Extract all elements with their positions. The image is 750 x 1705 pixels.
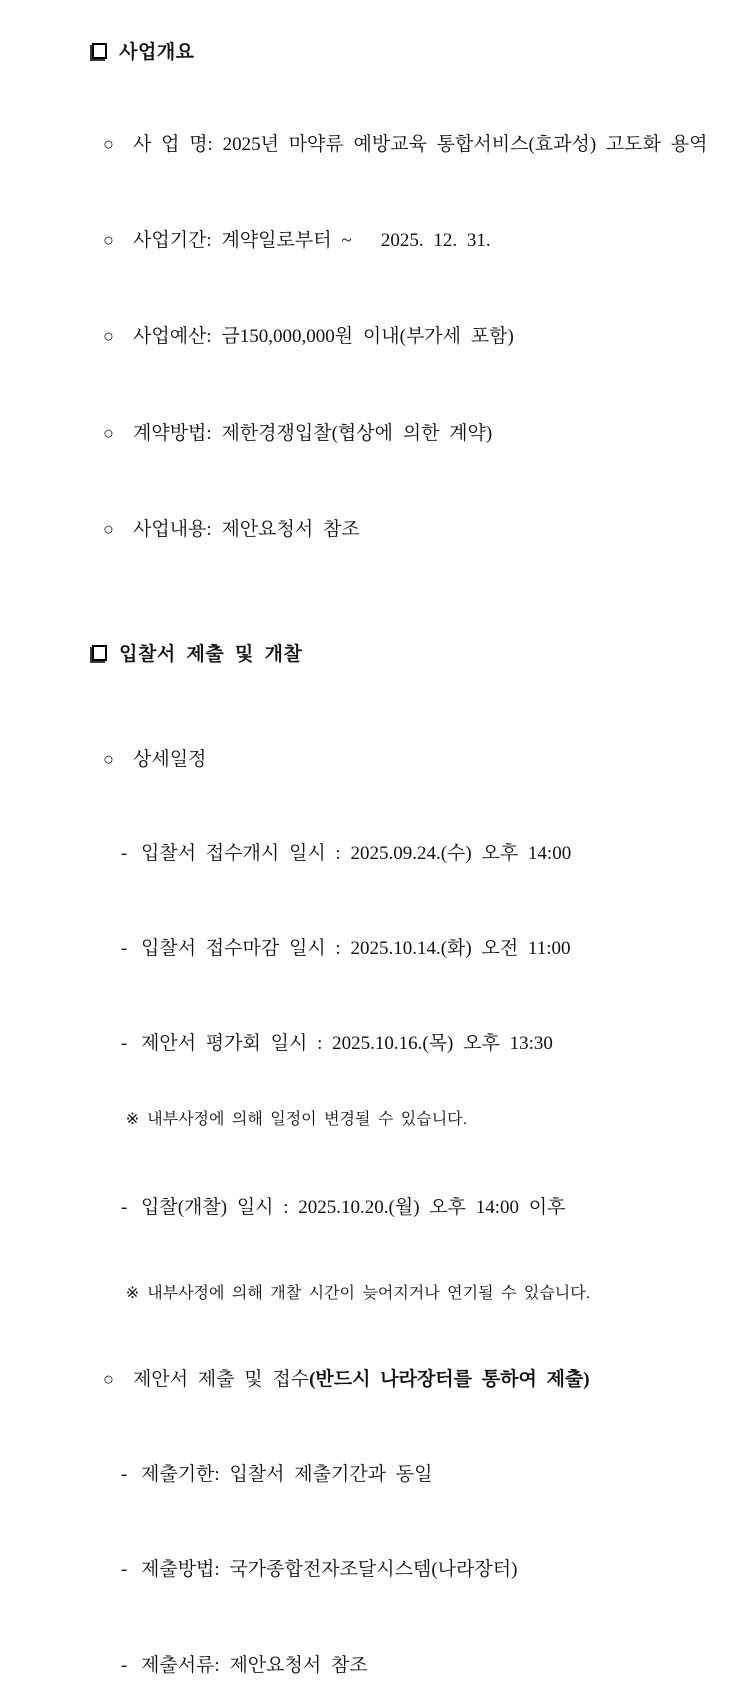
note-text: 내부사정에 의해 일정이 변경될 수 있습니다. — [147, 1111, 468, 1128]
item-text: 사 업 명: 2025년 마약류 예방교육 통합서비스(효과성) 고도화 용역 — [133, 134, 708, 155]
subitem-submission-method — [0, 1531, 750, 1609]
item-text: 계약방법: 제한경쟁입찰(협상에 의한 계약) — [133, 423, 493, 444]
note-text: 내부사정에 의해 개찰 시간이 늦어지거나 연기될 수 있습니다. — [147, 1285, 591, 1302]
subitem-submission-deadline — [0, 1436, 750, 1514]
circle-bullet-icon: ○ — [103, 423, 114, 443]
dash-bullet-icon: - — [121, 1655, 128, 1676]
note-schedule-change — [0, 1087, 750, 1153]
heading-business-overview — [0, 14, 750, 92]
subitem-bid-opening-datetime — [0, 1169, 750, 1247]
subitem-text: 제안서 평가회 일시 : 2025.10.16.(목) 오후 13:30 — [141, 1033, 553, 1054]
circle-bullet-icon: ○ — [103, 519, 114, 539]
subitem-bid-close-datetime — [0, 910, 750, 988]
item-project-name — [0, 105, 750, 184]
item-text: 사업내용: 제안요청서 참조 — [133, 519, 360, 540]
note-marker-icon: ※ — [125, 1111, 140, 1128]
dash-bullet-icon: - — [121, 1197, 128, 1218]
item-detail-schedule — [0, 720, 750, 799]
dash-bullet-icon: - — [121, 1559, 128, 1580]
subitem-text: 제출방법: 국가종합전자조달시스템(나라장터) — [141, 1559, 518, 1580]
item-text-bold: (반드시 나라장터를 통하여 제출) — [309, 1369, 590, 1390]
heading-bid-submission — [0, 616, 750, 694]
subitem-bid-open-datetime — [0, 815, 750, 893]
square-bullet-icon — [92, 43, 107, 59]
dash-bullet-icon: - — [121, 938, 128, 959]
item-contract-method — [0, 394, 750, 473]
dash-bullet-icon: - — [121, 1033, 128, 1054]
subitem-text: 제출기한: 입찰서 제출기간과 동일 — [141, 1464, 433, 1485]
item-project-budget — [0, 297, 750, 376]
item-proposal-submission — [0, 1340, 750, 1419]
subitem-text: 입찰서 접수마감 일시 : 2025.10.14.(화) 오전 11:00 — [141, 938, 571, 959]
item-project-content — [0, 490, 750, 569]
square-bullet-icon — [92, 645, 107, 661]
circle-bullet-icon: ○ — [103, 230, 114, 250]
subitem-submission-documents — [0, 1627, 750, 1705]
dash-bullet-icon: - — [121, 843, 128, 864]
item-text: 사업예산: 금150,000,000원 이내(부가세 포함) — [133, 326, 514, 347]
subitem-text: 입찰(개찰) 일시 : 2025.10.20.(월) 오후 14:00 이후 — [141, 1197, 566, 1218]
circle-bullet-icon: ○ — [103, 326, 114, 346]
circle-bullet-icon: ○ — [103, 1369, 114, 1389]
item-text: 사업기간: 계약일로부터 ~ 2025. 12. 31. — [133, 230, 491, 251]
item-text: 상세일정 — [133, 749, 207, 770]
subitem-text: 입찰서 접수개시 일시 : 2025.09.24.(수) 오후 14:00 — [141, 843, 572, 864]
note-opening-delay — [0, 1261, 750, 1327]
subitem-proposal-evaluation-datetime — [0, 1005, 750, 1083]
item-project-period — [0, 201, 750, 280]
heading-text: 사업개요 — [119, 42, 195, 63]
heading-text: 입찰서 제출 및 개찰 — [119, 644, 303, 665]
circle-bullet-icon: ○ — [103, 749, 114, 769]
dash-bullet-icon: - — [121, 1464, 128, 1485]
item-text: 제안서 제출 및 접수 — [133, 1369, 310, 1390]
circle-bullet-icon: ○ — [103, 134, 114, 154]
subitem-text: 제출서류: 제안요청서 참조 — [141, 1655, 368, 1676]
note-marker-icon: ※ — [125, 1285, 140, 1302]
